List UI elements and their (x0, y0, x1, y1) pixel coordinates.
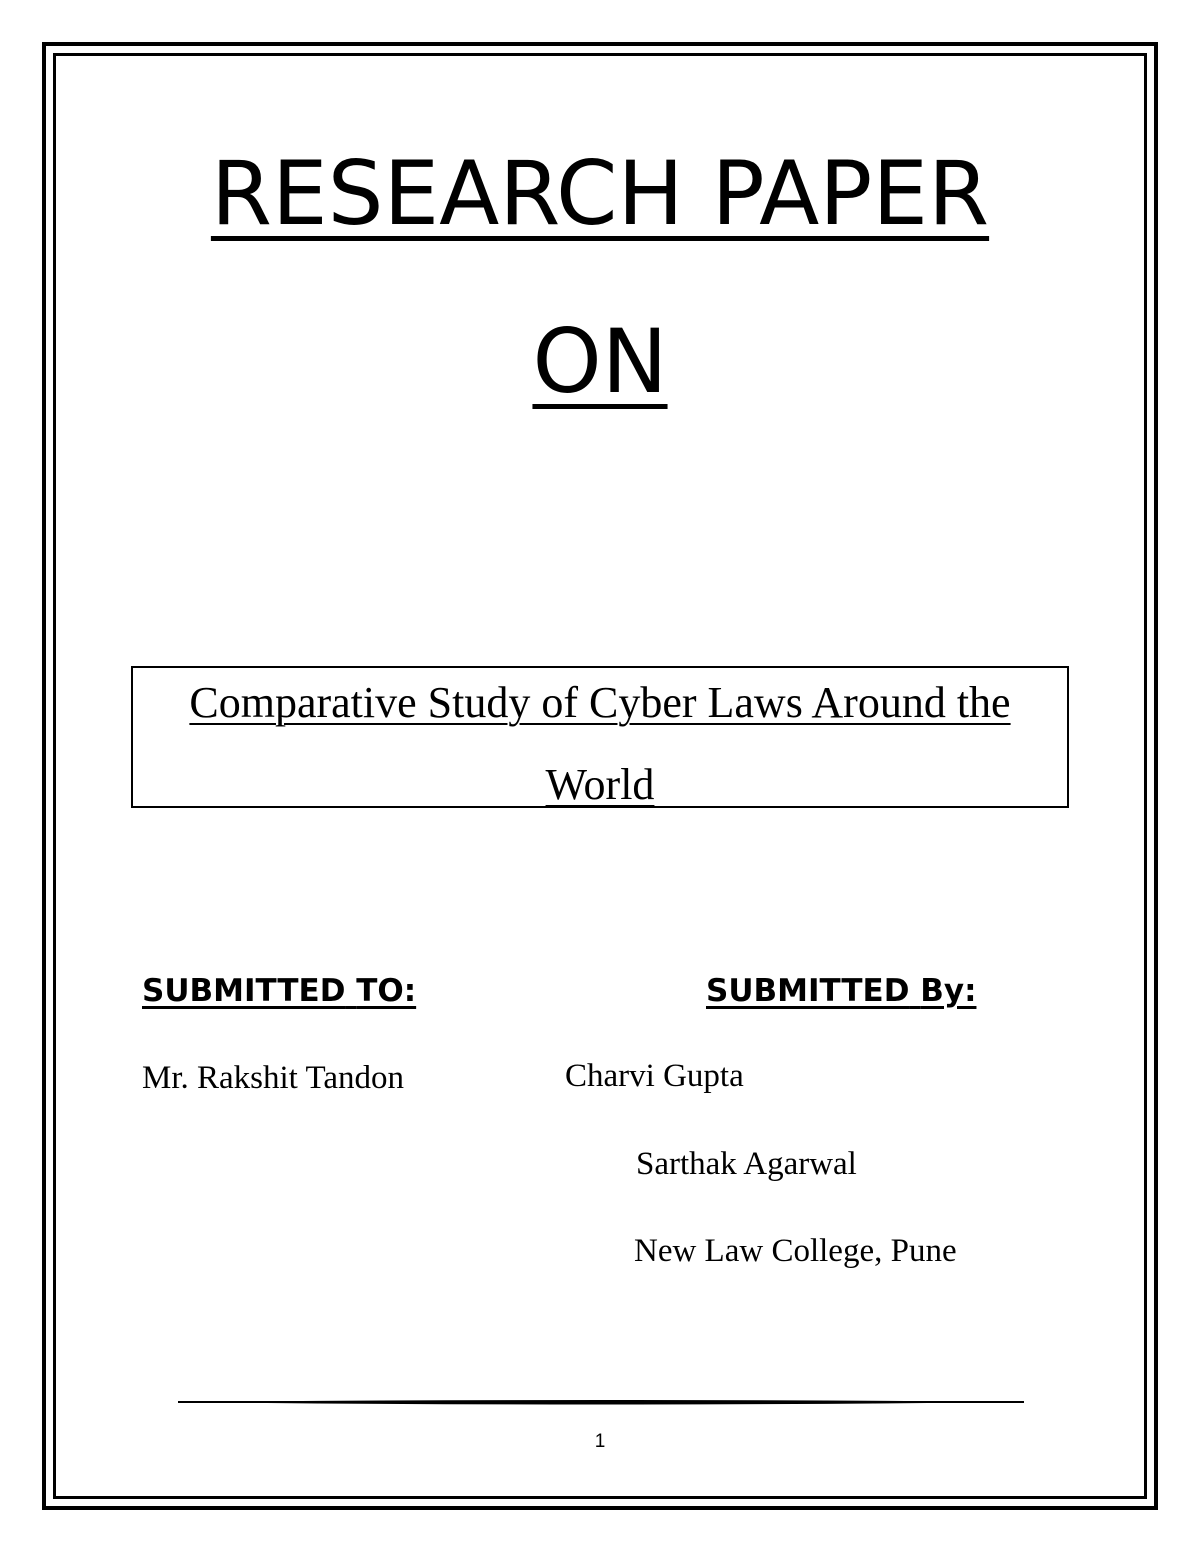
submitted-to-label (142, 973, 417, 1009)
page-number: 1 (594, 1431, 606, 1452)
submitted-to-word-2: TO: (356, 973, 417, 1009)
topic-line-2 (133, 744, 1067, 826)
title-line-research-paper (0, 142, 1200, 245)
topic-text-2: World (545, 760, 655, 809)
title-text-1: RESEARCH PAPER (210, 142, 990, 245)
submitted-by-word-1: SUBMITTED (706, 973, 910, 1009)
submitted-by-label (706, 973, 977, 1009)
topic-line-1 (133, 662, 1067, 744)
footer-divider (178, 1398, 1024, 1407)
author-name-1: Charvi Gupta (565, 1058, 744, 1094)
submitted-to-word-1: SUBMITTED (142, 973, 346, 1009)
author-name-2: Sarthak Agarwal (636, 1146, 857, 1182)
institution-name: New Law College, Pune (634, 1233, 957, 1269)
supervisor-name: Mr. Rakshit Tandon (142, 1060, 405, 1096)
title-text-2: ON (532, 310, 668, 413)
topic-text-1: Comparative Study of Cyber Laws Around the (189, 678, 1011, 727)
title-line-on (0, 310, 1200, 413)
topic-box (131, 666, 1069, 808)
submitted-by-word-2: By: (920, 973, 977, 1009)
